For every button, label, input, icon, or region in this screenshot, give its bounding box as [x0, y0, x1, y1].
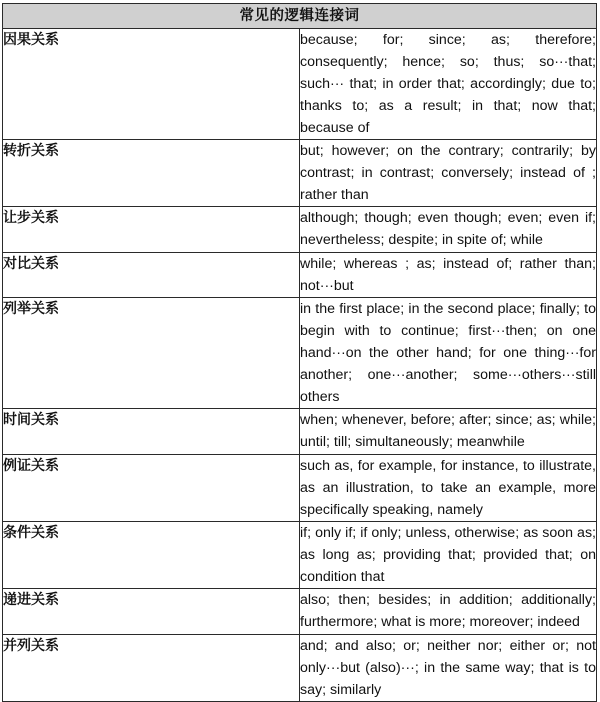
category-label: 列举关系: [3, 298, 300, 409]
category-label: 时间关系: [3, 409, 300, 455]
category-label: 因果关系: [3, 29, 300, 140]
category-label: 转折关系: [3, 140, 300, 207]
table-row-enumeration: [3, 298, 597, 409]
table-row-time: [3, 409, 597, 455]
connectives-table: [2, 3, 597, 702]
connectives-table-wrapper: [2, 3, 597, 702]
table-title: 常见的逻辑连接词: [3, 4, 597, 29]
table-row-parallel: [3, 635, 597, 702]
connective-words: although; though; even though; even; even if; nevertheless; despite; in spite of; while: [300, 207, 597, 253]
connective-words: because; for; since; as; therefore; consequently; hence; so; thus; so···that; such··· that; in order that; accordingly; due to; thanks to; as a result; in that; now that; because of: [300, 29, 597, 140]
table-header-row: [3, 4, 597, 29]
category-label: 对比关系: [3, 253, 300, 298]
connective-words: such as, for example, for instance, to illustrate, as an illustration, to take an example, more specifically speaking, namely: [300, 455, 597, 522]
table-row-progression: [3, 589, 597, 635]
connective-words: if; only if; if only; unless, otherwise; as soon as; as long as; providing that; provided that; on condition that: [300, 522, 597, 589]
table-row-comparison: [3, 253, 597, 298]
category-label: 例证关系: [3, 455, 300, 522]
table-row-example: [3, 455, 597, 522]
connective-words: also; then; besides; in addition; additionally; furthermore; what is more; moreover; indeed: [300, 589, 597, 635]
table-row-concession: [3, 207, 597, 253]
table-row-condition: [3, 522, 597, 589]
table-row-contrast-turn: [3, 140, 597, 207]
table-row-causal: [3, 29, 597, 140]
connective-words: while; whereas ; as; instead of; rather than; not···but: [300, 253, 597, 298]
connective-words: but; however; on the contrary; contrarily; by contrast; in contrast; conversely; instead of ; rather than: [300, 140, 597, 207]
category-label: 并列关系: [3, 635, 300, 702]
category-label: 递进关系: [3, 589, 300, 635]
connective-words: in the first place; in the second place; finally; to begin with to continue; first···then; on one hand···on the other hand; for one thing···for another; one···another; some···others···still others: [300, 298, 597, 409]
category-label: 条件关系: [3, 522, 300, 589]
connective-words: and; and also; or; neither nor; either or; not only···but (also)···; in the same way; that is to say; similarly: [300, 635, 597, 702]
connective-words: when; whenever, before; after; since; as; while; until; till; simultaneously; meanwhile: [300, 409, 597, 455]
category-label: 让步关系: [3, 207, 300, 253]
